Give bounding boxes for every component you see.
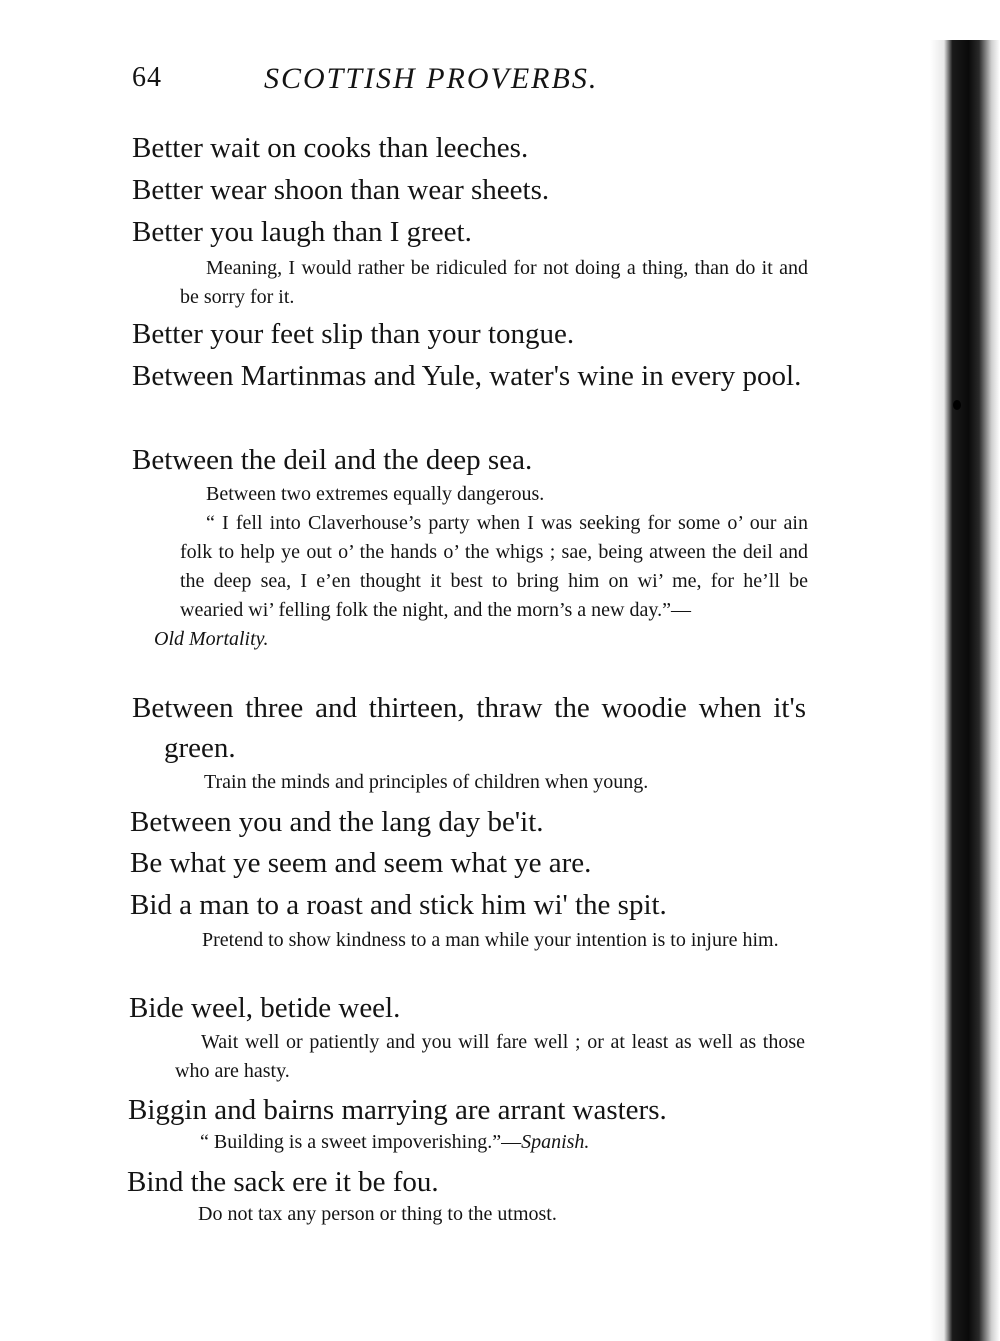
proverb: Better your feet slip than your tongue. (132, 318, 575, 350)
proverb-quote (174, 1128, 804, 1157)
proverb-quote (154, 509, 808, 654)
proverb: Bind the sack ere it be fou. (127, 1166, 439, 1198)
running-title: SCOTTISH PROVERBS. (264, 62, 599, 95)
proverb: Bide weel, betide weel. (129, 992, 401, 1024)
proverb-gloss: Between two extremes equally dangerous. (206, 483, 545, 505)
proverb: Between the deil and the deep sea. (132, 444, 533, 476)
binding-shadow (930, 40, 1000, 1341)
proverb-gloss: Pretend to show kindness to a man while your intention is to injure him. (202, 929, 779, 951)
proverb: Biggin and bairns marrying are arrant wasters. (128, 1094, 667, 1126)
proverb: Between Martinmas and Yule, water's wine in every pool. (132, 360, 802, 392)
proverb-gloss: Meaning, I would rather be ridiculed for not doing a thing, than do it and be sorry for it. (180, 257, 808, 308)
proverb: Be what ye seem and seem what ye are. (130, 847, 592, 879)
quote-text: “ Building is a sweet impoverishing.”— (200, 1131, 522, 1153)
quote-text: “ I fell into Claverhouse’s party when I was seeking for some o’ our ain folk to help ye out o’ the hands o’ the whigs ; sae, being atween the deil and the deep sea, I e’en thought it best to bring him on wi’ me, for he’ll be wearied wi’ felling folk the night, and the morn’s a new day.”— (180, 512, 808, 621)
quote-source: Spanish. (521, 1131, 590, 1153)
proverb: Bid a man to a roast and stick him wi' the spit. (130, 889, 667, 921)
running-header (132, 62, 812, 106)
proverb: Better wear shoon than wear sheets. (132, 174, 550, 206)
proverb: Better wait on cooks than leeches. (132, 132, 529, 164)
proverb: Between you and the lang day be'it. (130, 806, 544, 838)
proverb-gloss: Wait well or patiently and you will fare well ; or at least as well as those who are hasty. (175, 1031, 805, 1082)
proverb-gloss: Train the minds and principles of children when young. (204, 771, 649, 793)
page-number: 64 (132, 62, 162, 93)
quote-source: Old Mortality. (154, 628, 269, 650)
proverb: Better you laugh than I greet. (132, 216, 472, 248)
binding-speck (953, 400, 961, 410)
proverb-gloss: Do not tax any person or thing to the utmost. (198, 1203, 557, 1225)
proverb: Between three and thirteen, thraw the woodie when it's green. (132, 692, 806, 764)
